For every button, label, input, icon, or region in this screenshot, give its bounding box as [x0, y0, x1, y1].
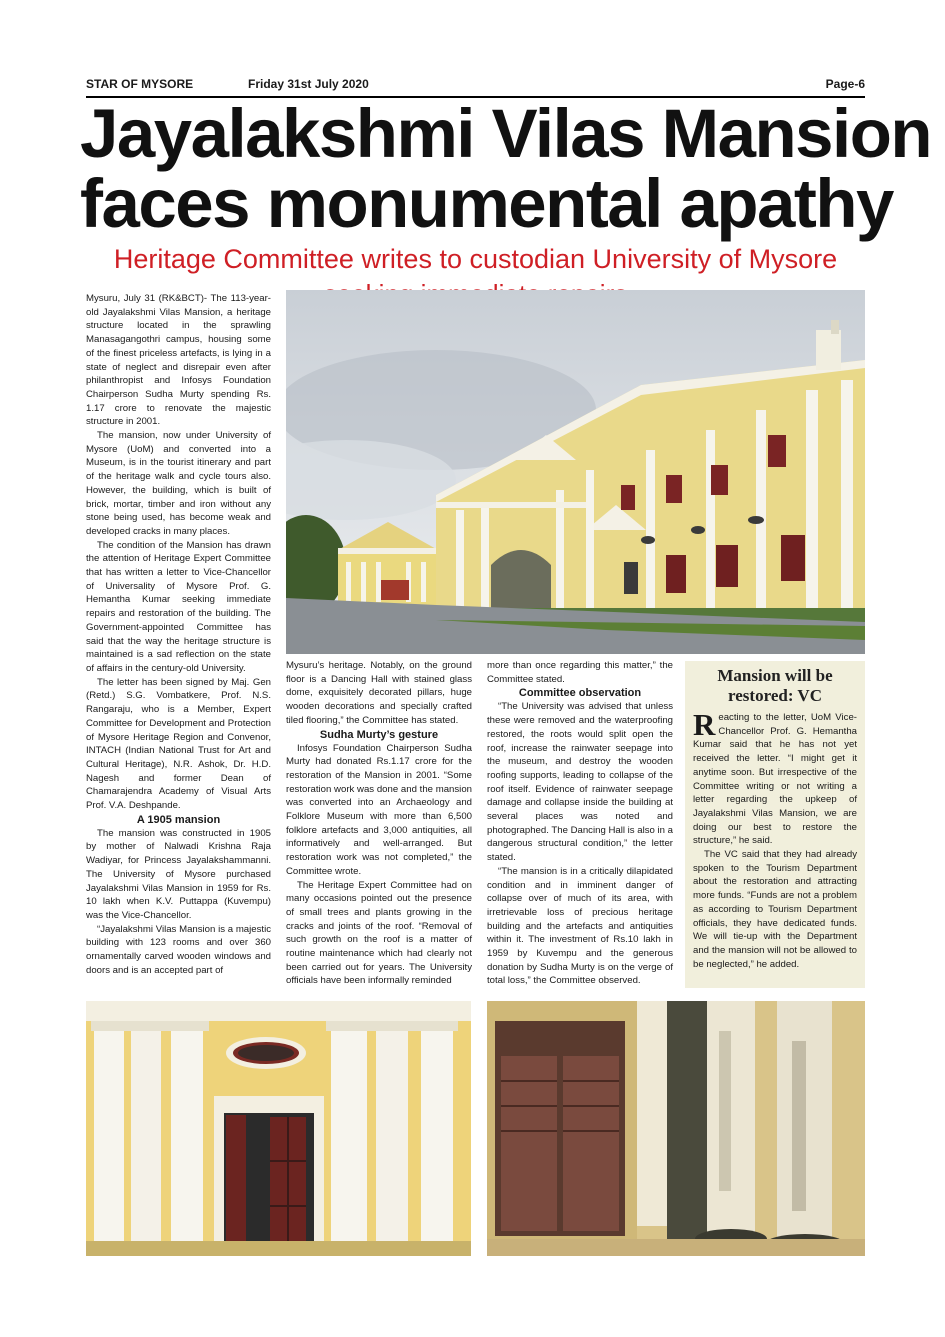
paragraph: The letter has been signed by Maj. Gen (Retd.) S.G. Vombatkere, Prof. N.S. Rangaraju, who is a Member, Expert Committee for Development and Protection of Mysore Heritage Region and Convenor, INTACH (Indian National Trust for Art and Cultural Heritage), N.R. Ashok, Dr. H.D. Nagesh and former Dean of Chamarajendra Academy of Visual Arts Prof. V.A. Deshpande.: [86, 676, 271, 812]
page-number: Page-6: [825, 77, 865, 91]
mansion-main-photo: [286, 290, 865, 654]
headline-line-1: Jayalakshmi Vilas Mansion: [80, 95, 932, 172]
sidebar-box: [685, 661, 865, 988]
subheadline-line-1: Heritage Committee writes to custodian University of Mysore: [113, 244, 838, 274]
paragraph: The mansion, now under University of Mysore (UoM) and converted into a Museum, is in the tourist itinerary and part of the heritage walk and cycle tours also. However, the building, which is built of brick, mortar, timber and iron without any stone being used, has become weak and developed cracks in many places.: [86, 430, 271, 537]
window-illustration: [86, 1001, 471, 1256]
drop-cap: R: [693, 707, 716, 742]
subheading-sudha-murty: Sudha Murty’s gesture: [319, 728, 439, 741]
headline-line-2: faces monumental apathy: [80, 165, 893, 242]
sidebar-title: Mansion will be restored: VC: [717, 666, 833, 705]
sidebar-body: [693, 707, 857, 971]
columns-illustration: [487, 1001, 865, 1256]
sidebar-paragraph: eacting to the letter, UoM Vice-Chancellor Prof. G. Hemantha Kumar said that he has not yet received the letter. “I might get it anytime soon. But irrespective of the Committee writing or not writing a letter regarding the upkeep of Jayalakshmi Vilas Mansion, we are doing our best to restore the structure,” he said.: [693, 712, 857, 847]
mansion-facade-illustration: [286, 290, 865, 654]
paragraph: Mysuru, July 31 (RK&BCT)- The 113-year-old Jayalakshmi Vilas Mansion, a heritage structure located in the sprawling Manasagangothri campus, housing some of the finest priceless artefacts, is lying in a state of neglect and disrepair even after philanthropist and Infosys Foundation Chairperson Sudha Murty spending Rs. 1.17 crore to renovate the majestic structure in 2001.: [86, 293, 271, 428]
article-column-3: [487, 659, 673, 988]
subheading-1905-mansion: A 1905 mansion: [136, 813, 221, 826]
paragraph: Infosys Foundation Chairperson Sudha Murty had donated Rs.1.17 crore for the restoration of the Mansion in 2001. “Some restoration work was done and the mansion was converted into an Archaeology and Folklore Museum with more than 6,500 folklore artefacts and 3,000 antiquities, all informatively and well-arranged. But restoration work was not completed,” the Committee wrote.: [286, 742, 472, 877]
paragraph: The Heritage Expert Committee had on many occasions pointed out the presence of small trees and plants growing in the cracks and joints of the roof. “Removal of such growth on the roof is a matter of routine maintenance which had clearly not been carried out for years. The University officials have been informally reminded: [286, 879, 472, 987]
paragraph: “The University was advised that unless these were removed and the waterproofing restored, the roots would split open the roof, increase the rainwater seepage into the museum, and destroy the wooden roofing supports, leading to collapse of the roof itself. Evidence of rainwater seepage damage and collapse inside the building at several places was noted and photographed. The Dancing Hall is also in a dangerous structural condition,” the letter stated.: [487, 701, 673, 864]
article-column-2: [286, 659, 472, 988]
article-column-1: [86, 292, 271, 977]
paragraph: more than once regarding this matter,” the Committee stated.: [487, 660, 673, 685]
paragraph: “Jayalakshmi Vilas Mansion is a majestic building with 123 rooms and over 360 ornamentally carved wooden windows and doors and is an accepted part of: [86, 923, 271, 976]
paragraph: The mansion was constructed in 1905 by mother of Nalwadi Krishna Raja Wadiyar, for Princess Jayalakshammanni. The University of Mysore purchased Jayalakshmi Vilas Mansion in 1959 for Rs. 10 lakh when K.V. Puttappa (Kuvempu) was the Vice-Chancellor.: [86, 827, 271, 921]
paragraph: Mysuru’s heritage. Notably, on the ground floor is a Dancing Hall with stained glass dome, exquisitely decorated pillars, huge wooden decorations and specially crafted tiled flooring,” the Committee has stated.: [286, 660, 472, 726]
paragraph: “The mansion is in a critically dilapidated condition and in imminent danger of collapse over of much of its area, with irretrievable loss of precious heritage building and the artefacts and antiquities within it. The investment of Rs.10 lakh in 1959 by Kuvempu and the generous donation by Sudha Murty is on the verge of total loss,” the Committee observed.: [487, 865, 673, 987]
damaged-columns-photo: [487, 1001, 865, 1256]
subheading-committee-observation: Committee observation: [518, 687, 642, 700]
sidebar-paragraph: The VC said that they had already spoken to the Tourism Department about the restoration and attracting more funds. “Funds are not a problem as according to Tourism Department officials, they have dedicated funds. We will tie-up with the Department and the mansion will not be allowed to be neglected,” he added.: [693, 849, 857, 970]
window-columns-photo: [86, 1001, 471, 1256]
issue-date: Friday 31st July 2020: [248, 77, 369, 91]
paper-name: STAR OF MYSORE: [86, 77, 194, 91]
paragraph: The condition of the Mansion has drawn the attention of Heritage Expert Committee that has written a letter to Vice-Chancellor of Universality of Mysore Prof. G. Hemantha Kumar seeking immediate repairs and restoration of the building. The Government-appointed Committee has said that the way the heritage structure is maintained is a sad reflection on the state of affairs in the century-old University.: [86, 539, 271, 674]
